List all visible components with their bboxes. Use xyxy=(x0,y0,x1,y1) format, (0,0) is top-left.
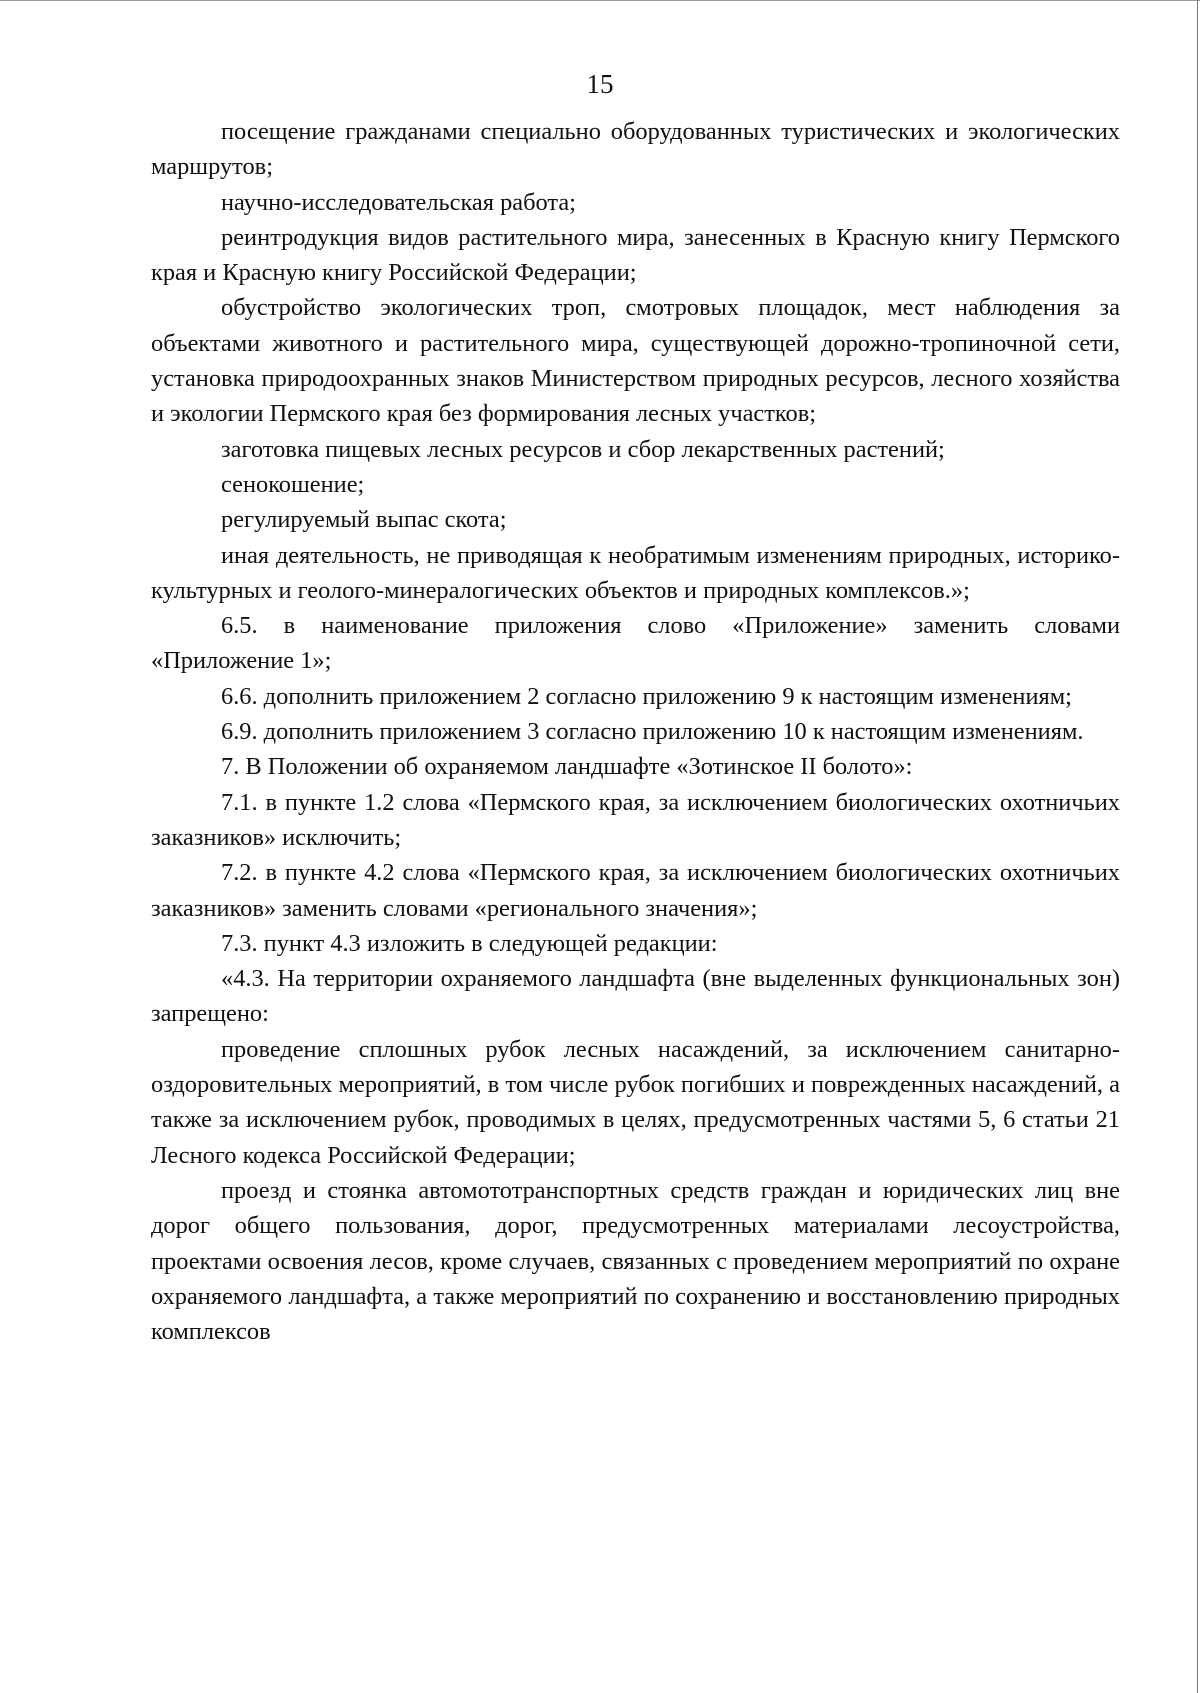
paragraph: 7.3. пункт 4.3 изложить в следующей редакции: xyxy=(221,929,718,957)
paragraph: сенокошение; xyxy=(221,470,365,498)
paragraph: 7.2. в пункте 4.2 слова «Пермского края, за исключением биологических охотничьих заказников» заменить словами «регионального значения»; xyxy=(151,859,1120,922)
document-body xyxy=(151,114,1120,1349)
page-top-edge xyxy=(0,0,1200,1)
page-right-edge xyxy=(1197,0,1198,1693)
paragraph: 7. В Положении об охраняемом ландшафте «Зотинское II болото»: xyxy=(221,753,913,781)
paragraph: научно-исследовательская работа; xyxy=(221,188,576,216)
paragraph: реинтродукция видов растительного мира, занесенных в Красную книгу Пермского края и Красную книгу Российской Федерации; xyxy=(151,223,1120,287)
paragraph: 6.5. в наименование приложения слово «Приложение» заменить словами «Приложение 1»; xyxy=(151,612,1120,675)
paragraph: проведение сплошных рубок лесных насаждений, за исключением санитарно-оздоровительных мероприятий, в том числе рубок погибших и поврежденных насаждений, а также за исключением рубок, проводимых в целях, предусмотренных частями 5, 6 статьи 21 Лесного кодекса Российской Федерации; xyxy=(151,1035,1120,1169)
paragraph: иная деятельность, не приводящая к необратимым изменениям природных, историко-культурных и геолого-минералогических объектов и природных комплексов.»; xyxy=(151,541,1120,604)
paragraph: 6.6. дополнить приложением 2 согласно приложению 9 к настоящим изменениям; xyxy=(221,682,1072,710)
paragraph: посещение гражданами специально оборудованных туристических и экологических маршрутов; xyxy=(151,118,1120,181)
paragraph: «4.3. На территории охраняемого ландшафта (вне выделенных функциональных зон) запрещено: xyxy=(151,965,1120,1028)
paragraph: проезд и стоянка автомототранспортных средств граждан и юридических лиц вне дорог общего пользования, дорог, предусмотренных материалами лесоустройства, проектами освоения лесов, кроме случаев, связанных с проведением мероприятий по охране охраняемого ландшафта, а также мероприятий по сохранению и восстановлению природных комплексов xyxy=(151,1176,1120,1346)
page-number: 15 xyxy=(586,69,614,99)
paragraph: обустройство экологических троп, смотровых площадок, мест наблюдения за объектами животного и растительного мира, существующей дорожно-тропиночной сети, установка природоохранных знаков Министерством природных ресурсов, лесного хозяйства и экологии Пермского края без формирования лесных участков; xyxy=(151,294,1120,428)
paragraph: регулируемый выпас скота; xyxy=(221,506,507,534)
paragraph: 7.1. в пункте 1.2 слова «Пермского края, за исключением биологических охотничьих заказников» исключить; xyxy=(151,788,1120,851)
paragraph: заготовка пищевых лесных ресурсов и сбор лекарственных растений; xyxy=(221,435,945,463)
paragraph: 6.9. дополнить приложением 3 согласно приложению 10 к настоящим изменениям. xyxy=(221,718,1084,746)
